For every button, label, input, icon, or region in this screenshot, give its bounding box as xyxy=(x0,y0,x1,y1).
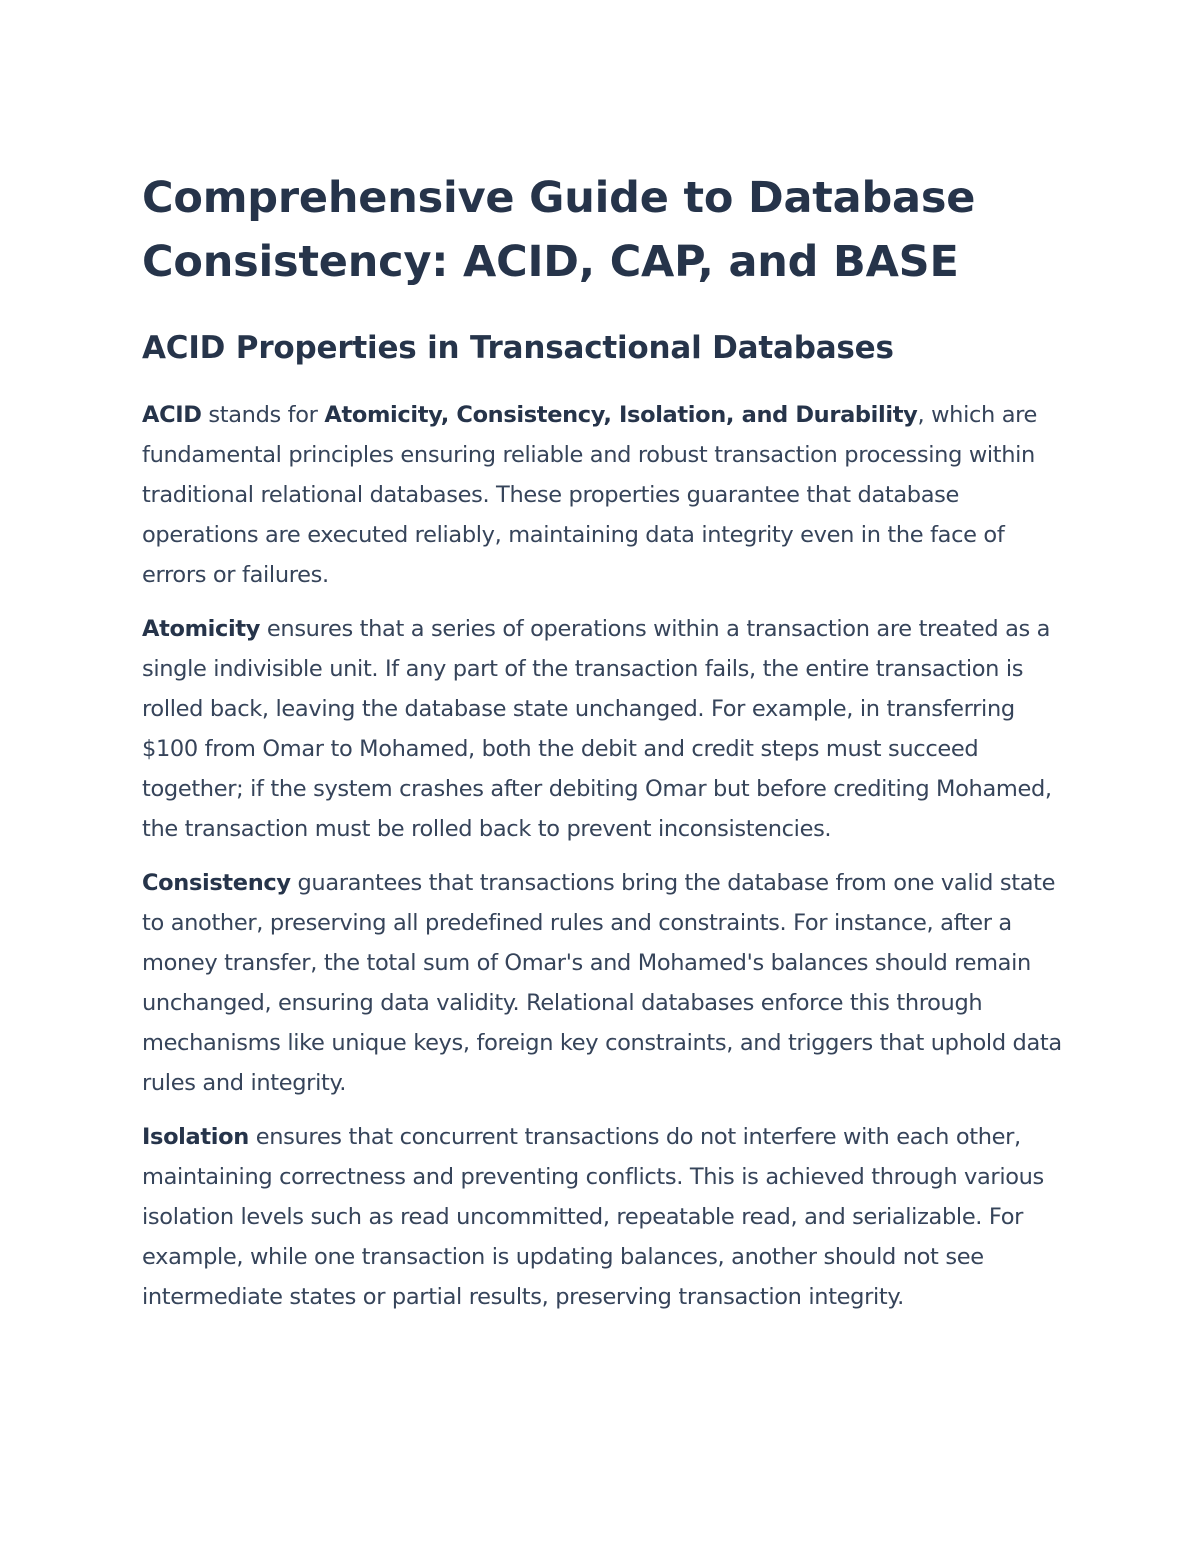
isolation-paragraph xyxy=(142,1117,1070,1317)
atomicity-term: Atomicity xyxy=(142,616,261,642)
isolation-term: Isolation xyxy=(142,1124,249,1150)
acid-intro-continuation: , which are fundamental principles ensuring reliable and robust transaction processing within traditional relational databases. These properties guarantee that database operations are executed reliably, maintaining data integrity even in the face of errors or failures. xyxy=(142,402,1038,588)
consistency-paragraph xyxy=(142,863,1070,1103)
acid-intro-paragraph xyxy=(142,395,1070,595)
acid-intro-text: stands for xyxy=(201,402,325,428)
consistency-text: guarantees that transactions bring the database from one valid state to another, preserving all predefined rules and constraints. For instance, after a money transfer, the total sum of Omar's and Mohamed's balances should remain unchanged, ensuring data validity. Relational databases enforce this through mechanisms like unique keys, foreign key constraints, and triggers that uphold data rules and integrity. xyxy=(142,870,1062,1096)
acid-properties-list: Atomicity, Consistency, Isolation, and Durability xyxy=(324,402,918,428)
acid-term: ACID xyxy=(142,402,202,428)
atomicity-text: ensures that a series of operations within a transaction are treated as a single indivisible unit. If any part of the transaction fails, the entire transaction is rolled back, leaving the database state unchanged. For example, in transferring $100 from Omar to Mohamed, both the debit and credit steps must succeed together; if the system crashes after debiting Omar but before crediting Mohamed, the transaction must be rolled back to prevent inconsistencies. xyxy=(142,616,1052,842)
document-page xyxy=(142,166,1070,1317)
document-title: Comprehensive Guide to Database Consistency: ACID, CAP, and BASE xyxy=(142,173,976,287)
isolation-text: ensures that concurrent transactions do not interfere with each other, maintaining correctness and preventing conflicts. This is achieved through various isolation levels such as read uncommitted, repeatable read, and serializable. For example, while one transaction is updating balances, another should not see intermediate states or partial results, preserving transaction integrity. xyxy=(142,1124,1044,1310)
atomicity-paragraph xyxy=(142,609,1070,849)
consistency-term: Consistency xyxy=(142,870,291,896)
section-heading: ACID Properties in Transactional Databases xyxy=(142,330,894,366)
